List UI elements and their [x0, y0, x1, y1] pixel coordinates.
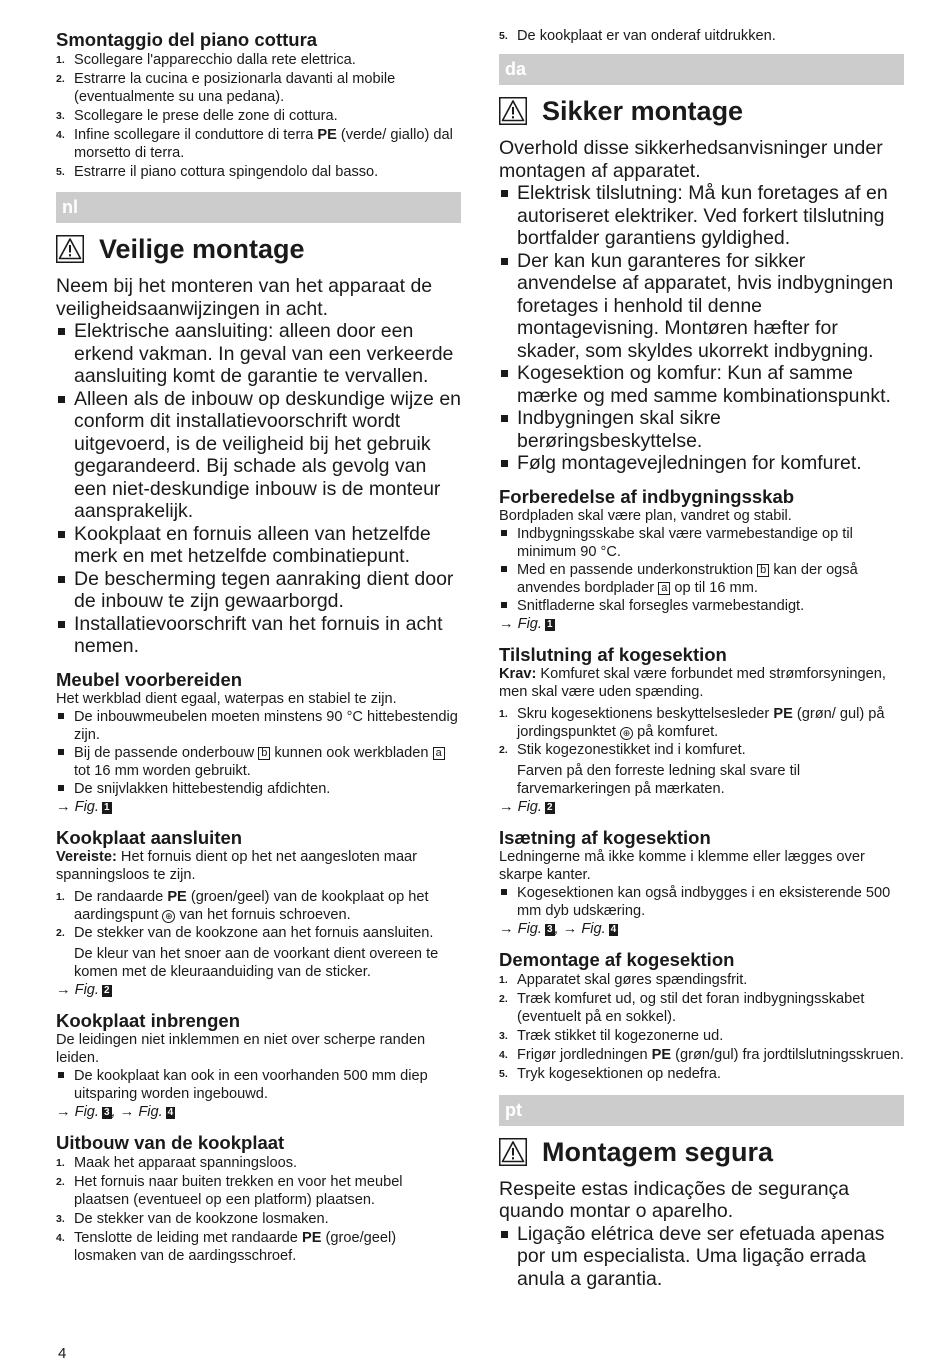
bullet-list [56, 708, 461, 798]
paragraph: Bordpladen skal være plan, vandret og stabil. [499, 507, 792, 524]
list-item: 2. Estrarre la cucina e posizionarla davanti al mobile (eventualmente su una pedana). [56, 71, 396, 105]
step-list [499, 27, 904, 45]
page-number: 4 [58, 1345, 67, 1362]
figure-number: 2 [546, 801, 553, 813]
section [56, 828, 461, 999]
list-item: Ligação elétrica deve ser efetuada apenas por um especialista. Uma ligação errada anula a garantia. [499, 1223, 904, 1291]
bullet-list [499, 525, 904, 615]
list-item: Indbygningen skal sikre berøringsbeskyttelse. [499, 407, 904, 452]
safety-list [56, 320, 461, 658]
figure-number: 4 [167, 1106, 174, 1118]
intro-text: Overhold disse sikkerhedsanvisninger under montagen af apparatet. [499, 137, 883, 182]
section [499, 645, 904, 816]
list-item: Der kan kun garanteres for sikker anvendelse af apparatet, hvis indbygningen foretages i henhold til denne montagevisning. Montøren hæfter for skader, som skyldes ukorrekt indbygning. [499, 250, 904, 363]
figure-number: 1 [546, 618, 553, 630]
section-heading: Isætning af kogesektion [499, 826, 711, 848]
page-title [499, 1130, 904, 1174]
safety-list [499, 1223, 904, 1291]
intro-text: Respeite estas indicações de segurança quando montar o aparelho. [499, 1177, 850, 1222]
figure-number: 2 [103, 984, 110, 996]
language-bar-nl: nl [56, 192, 461, 223]
list-item: De inbouwmeubelen moeten minstens 90 °C hittebestendig zijn. [56, 708, 461, 744]
ref-box: a [433, 747, 445, 760]
right-column [499, 0, 904, 1290]
step-list [56, 888, 461, 942]
ref-box: a [658, 582, 670, 595]
list-item: 5. Estrarre il piano cottura spingendolo dal basso. [56, 164, 379, 180]
figure-number: 3 [103, 1106, 110, 1118]
list-item: Kogesektionen kan også indbygges i en eksisterende 500 mm dyb udskæring. [499, 884, 904, 920]
list-item: De kookplaat kan ook in een voorhanden 500 mm diep uitsparing worden ingebouwd. [56, 1067, 461, 1103]
step-list [499, 705, 904, 759]
section [499, 950, 904, 1083]
paragraph: Vereiste: Het fornuis dient op het net aangesloten maar spanningsloos te zijn. [56, 848, 418, 883]
intro-text: Neem bij het monteren van het apparaat de veiligheidsaanwijzingen in acht. [56, 275, 433, 320]
paragraph: Krav: Komfuret skal være forbundet med strømforsyningen, men skal være uden spænding. [499, 665, 886, 700]
paragraph: De kleur van het snoer aan de voorkant dient overeen te komen met de kleuraanduiding van de sticker. [74, 945, 439, 980]
ref-box: b [757, 564, 769, 577]
section [56, 670, 461, 816]
section [499, 487, 904, 633]
page-title [499, 89, 904, 133]
list-item: 1. Skru kogesektionens beskyttelsesleder PE (grøn/ gul) på jordingspunktet ⊕ på komfuret. [499, 705, 885, 740]
list-item: Med en passende underkonstruktion b kan der også anvendes bordplader a op til 16 mm. [499, 561, 904, 597]
list-item: 2. De stekker van de kookzone aan het fornuis aansluiten. [56, 924, 434, 941]
figure-number: 4 [610, 923, 617, 935]
list-item: De snijvlakken hittebestendig afdichten. [56, 780, 461, 798]
list-item: Følg montagevejledningen for komfuret. [499, 452, 904, 475]
list-item: 2. Træk komfuret ud, og stil det foran indbygningsskabet (eventuelt på en sokkel). [499, 990, 865, 1025]
section-heading: Uitbouw van de kookplaat [56, 1131, 285, 1153]
step-list [56, 1154, 461, 1265]
list-item: Alleen als de inbouw op deskundige wijze en conform dit installatievoorschrift wordt uitgevoerd, is de veiligheid bij het gebruik gegarandeerd. Bij schade als gevolg van een niet-deskundige inbouw is de monteur aansprakelijk. [56, 388, 461, 523]
section [499, 828, 904, 938]
paragraph: De leidingen niet inklemmen en niet over scherpe randen leiden. [56, 1031, 426, 1066]
list-item: 5. De kookplaat er van onderaf uitdrukken. [499, 28, 776, 44]
list-item: Indbygningsskabe skal være varmebestandige op til minimum 90 °C. [499, 525, 904, 561]
bullet-list [56, 1067, 461, 1103]
list-item: 2. Het fornuis naar buiten trekken en voor het meubel plaatsen (eventueel op een platform) plaatsen. [56, 1173, 403, 1208]
section-heading: Tilslutning af kogesektion [499, 643, 727, 665]
list-item: De bescherming tegen aanraking dient door de inbouw te zijn gewaarborgd. [56, 568, 461, 613]
figure-reference: → Fig. 2 [56, 981, 110, 998]
list-item: 4. Infine scollegare il conduttore di terra PE (verde/ giallo) dal morsetto di terra. [56, 127, 453, 161]
list-item: Installatievoorschrift van het fornuis in acht nemen. [56, 613, 461, 658]
language-bar-pt: pt [499, 1095, 904, 1126]
list-item: 4. Frigør jordledningen PE (grøn/gul) fra jordtilslutningsskruen. [499, 1046, 904, 1063]
section [56, 1011, 461, 1121]
ground-symbol-icon: ⊕ [620, 727, 633, 740]
title-text: Sikker montage [542, 96, 744, 126]
list-item: Bij de passende onderbouw b kunnen ook werkbladen a tot 16 mm worden gebruikt. [56, 744, 461, 780]
section-heading: Smontaggio del piano cottura [56, 29, 318, 50]
list-item: 2. Stik kogezonestikket ind i komfuret. [499, 741, 746, 758]
list-item: 3. Træk stikket til kogezonerne ud. [499, 1027, 724, 1044]
section-heading: Forberedelse af indbygningsskab [499, 485, 795, 507]
title-text: Montagem segura [542, 1136, 774, 1167]
step-list [56, 51, 461, 181]
list-item: 5. Tryk kogesektionen op nedefra. [499, 1065, 721, 1082]
bullet-list [499, 884, 904, 920]
ref-box: b [258, 747, 270, 760]
left-column [56, 0, 461, 1265]
list-item: Elektrisk tilslutning: Må kun foretages af en autoriseret elektriker. Ved forkert tilslutning bortfalder garantiens gyldighed. [499, 182, 904, 250]
warning-icon [56, 235, 84, 263]
list-item: Kogesektion og komfur: Kun af samme mærke og med samme kombinationspunkt. [499, 362, 904, 407]
warning-icon [499, 1138, 527, 1166]
warning-icon [499, 97, 527, 125]
paragraph: Ledningerne må ikke komme i klemme eller lægges over skarpe kanter. [499, 848, 865, 883]
figure-reference: → Fig. 3 , → Fig. 4 [499, 920, 617, 937]
figure-reference: → Fig. 1 [499, 615, 553, 632]
safety-list [499, 182, 904, 475]
figure-reference: → Fig. 1 [56, 798, 110, 815]
section [56, 1133, 461, 1265]
page-title [56, 227, 461, 271]
list-item: 1. Maak het apparaat spanningsloos. [56, 1154, 298, 1171]
title-text: Veilige montage [99, 234, 305, 264]
figure-number: 1 [103, 801, 110, 813]
step-list [499, 971, 904, 1083]
section-heading: Kookplaat aansluiten [56, 826, 243, 848]
list-item: 4. Tenslotte de leiding met randaarde PE (groe/geel) losmaken van de aardingsschroef. [56, 1229, 397, 1264]
section-heading: Kookplaat inbrengen [56, 1009, 240, 1031]
paragraph: Farven på den forreste ledning skal svare til farvemarkeringen på mærkaten. [517, 762, 801, 797]
list-item: Elektrische aansluiting: alleen door een erkend vakman. In geval van een verkeerde aansluiting komt de garantie te vervallen. [56, 320, 461, 388]
list-item: 3. Scollegare le prese delle zone di cottura. [56, 108, 338, 124]
it-section [56, 0, 461, 181]
list-item: Kookplaat en fornuis alleen van hetzelfde merk en met hetzelfde combinatiepunt. [56, 523, 461, 568]
figure-reference: → Fig. 3 , → Fig. 4 [56, 1103, 174, 1120]
ground-symbol-icon: ⊕ [162, 910, 175, 923]
list-item: Snitfladerne skal forsegles varmebestandigt. [499, 597, 904, 615]
list-item: 1. Scollegare l'apparecchio dalla rete elettrica. [56, 52, 356, 68]
section-heading: Demontage af kogesektion [499, 948, 735, 970]
list-item: 1. De randaarde PE (groen/geel) van de kookplaat op het aardingspunt ⊕ van het fornuis schroeven. [56, 888, 429, 923]
list-item: 1. Apparatet skal gøres spændingsfrit. [499, 971, 748, 988]
figure-number: 3 [546, 923, 553, 935]
list-item: 3. De stekker van de kookzone losmaken. [56, 1210, 329, 1227]
section-heading: Meubel voorbereiden [56, 668, 243, 690]
language-bar-da: da [499, 54, 904, 85]
paragraph: Het werkblad dient egaal, waterpas en stabiel te zijn. [56, 690, 397, 707]
figure-reference: → Fig. 2 [499, 798, 553, 815]
